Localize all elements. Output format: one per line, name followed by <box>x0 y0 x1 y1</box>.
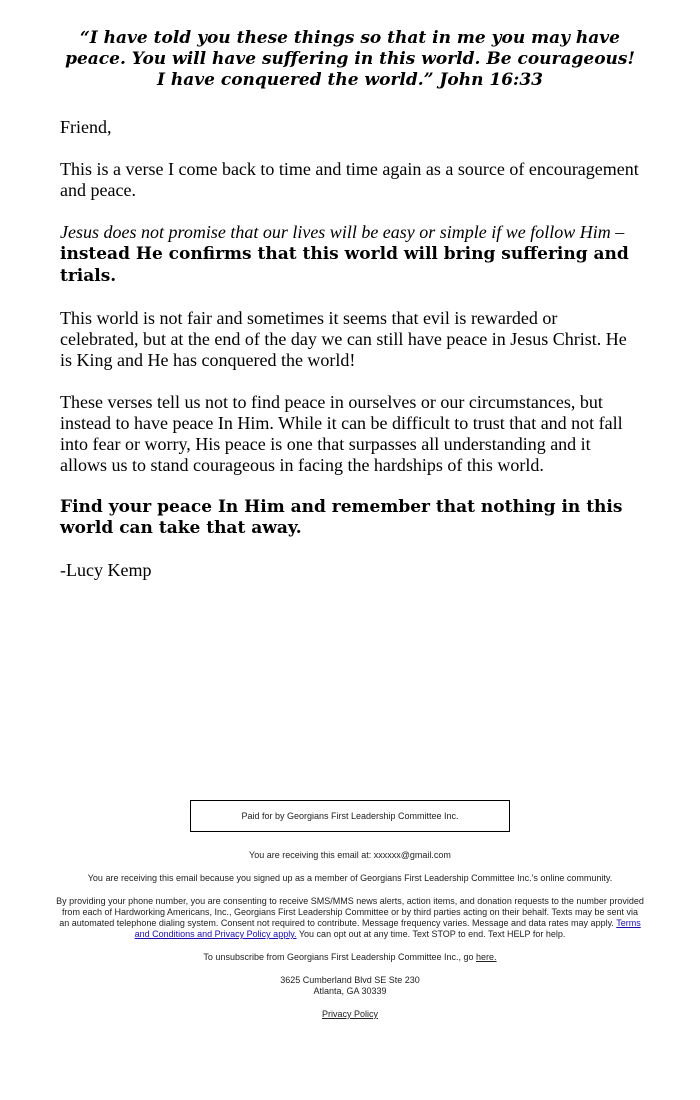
receiving-email-line <box>50 850 650 861</box>
sms-disclaimer-suffix: You can opt out at any time. Text STOP to end. Text HELP for help. <box>296 929 566 939</box>
unsubscribe-link[interactable]: here. <box>476 952 497 962</box>
address-line-2: Atlanta, GA 30339 <box>313 986 387 996</box>
paragraph-4: These verses tell us not to find peace in ourselves or our circumstances, but instead to have peace In Him. While it can be difficult to trust that and not fall into fear or worry, His peace is one that surpasses all understanding and it allows us to stand courageous in facing the hardships of this world. <box>60 392 623 475</box>
recipient-email: xxxxxx@gmail.com <box>373 850 451 860</box>
unsubscribe-prefix: To unsubscribe from Georgians First Leadership Committee Inc., go <box>203 952 477 962</box>
paid-for-box <box>190 800 510 832</box>
paragraph-2 <box>60 222 640 287</box>
paragraph-2-bold: instead He confirms that this world will bring suffering and trials. <box>60 244 629 286</box>
paid-for-text: Paid for by Georgians First Leadership Committee Inc. <box>241 810 459 821</box>
receiving-prefix: You are receiving this email at: <box>249 850 374 860</box>
paragraph-3: This world is not fair and sometimes it seems that evil is rewarded or celebrated, but at the end of the day we can still have peace in Jesus Christ. He is King and He has conquered the world! <box>60 308 627 370</box>
paragraph-5: Find your peace In Him and remember that nothing in this world can take that away. <box>60 497 623 538</box>
terms-link[interactable]: Terms and Conditions and Privacy Policy apply. <box>134 918 641 939</box>
verse-quote: “I have told you these things so that in me you may have peace. You will have suffering in this world. Be courageous! I have conquered the world.” John 16:33 <box>65 28 635 90</box>
member-notice: You are receiving this email because you signed up as a member of Georgians First Leadership Committee Inc.'s online community. <box>87 873 613 883</box>
unsubscribe-line <box>50 952 650 963</box>
sms-disclaimer-text: By providing your phone number, you are consenting to receive SMS/MMS news alerts, action items, and donation requests to the number provided from each of Hardworking Americans, Inc., Georgians First Leadership Committee or by third parties acting on their behalf. Texts may be sent via an automated telephone dialing system. Consent not required to contribute. Message frequency varies. Message and data rates may apply. <box>56 896 644 928</box>
paragraph-2-dash: – <box>610 222 625 242</box>
sms-disclaimer <box>50 896 650 940</box>
privacy-line <box>50 1009 650 1020</box>
email-body <box>60 28 640 602</box>
signature: -Lucy Kemp <box>60 560 152 580</box>
privacy-policy-link[interactable]: Privacy Policy <box>321 1009 378 1019</box>
address-line-1: 3625 Cumberland Blvd SE Ste 230 <box>280 975 420 985</box>
paragraph-2-italic: Jesus does not promise that our lives will be easy or simple if we follow Him <box>60 222 611 242</box>
greeting: Friend, <box>60 117 112 137</box>
email-footer <box>50 800 650 1032</box>
mailing-address <box>50 975 650 997</box>
paragraph-1: This is a verse I come back to time and time again as a source of encouragement and peace. <box>60 159 639 200</box>
